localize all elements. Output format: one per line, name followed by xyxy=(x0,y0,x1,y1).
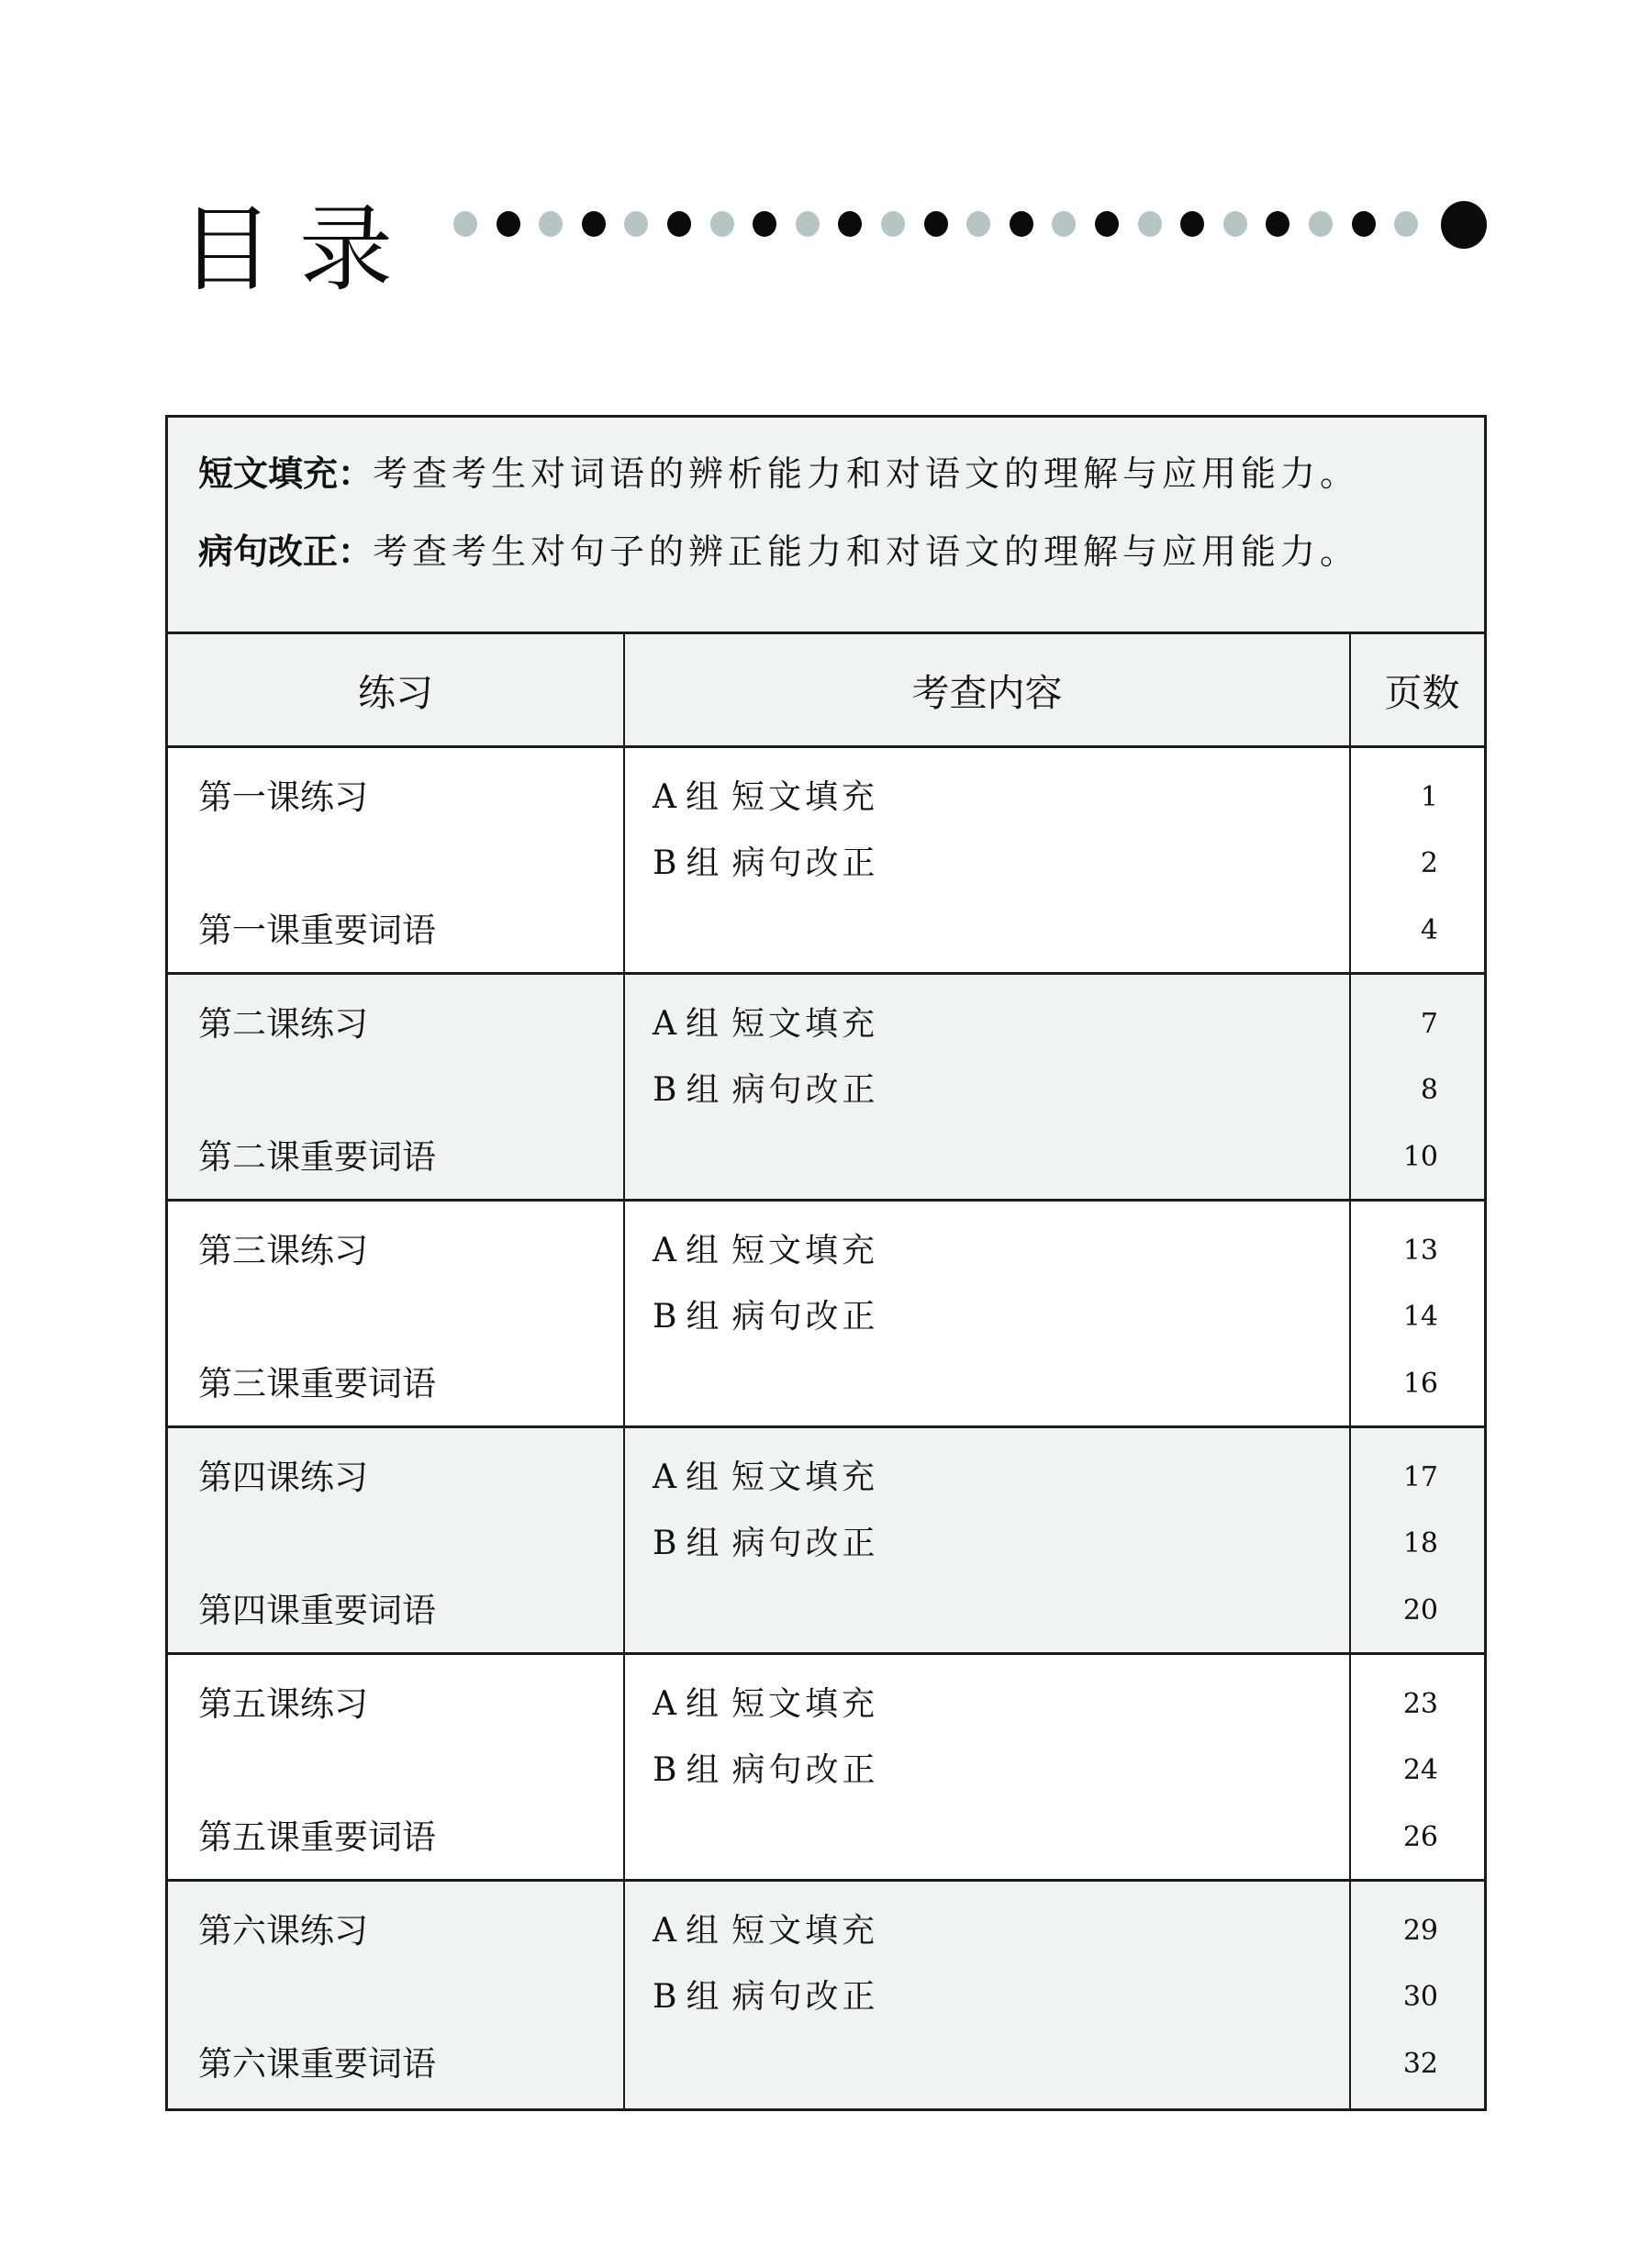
group-topic: 病句改正 xyxy=(731,1298,879,1336)
content-cell xyxy=(625,975,1351,1199)
group-word: 组 xyxy=(686,778,723,816)
decorative-dot-divider xyxy=(0,0,1652,294)
pages-cell xyxy=(1351,748,1484,972)
group-topic: 短文填充 xyxy=(731,1005,879,1043)
black-dot-icon xyxy=(667,211,691,237)
gray-dot-icon xyxy=(796,211,820,237)
page-number: 24 xyxy=(1402,1754,1438,1786)
group-a-item[interactable] xyxy=(653,1231,878,1271)
group-topic: 病句改正 xyxy=(731,844,879,882)
group-letter: A xyxy=(653,1005,680,1043)
group-word: 组 xyxy=(686,1525,723,1562)
black-dot-icon xyxy=(497,211,520,237)
group-a-item[interactable] xyxy=(653,1458,878,1498)
page-number: 32 xyxy=(1402,2048,1438,2080)
group-topic: 短文填充 xyxy=(731,778,879,816)
group-a-item[interactable] xyxy=(653,1004,878,1045)
page-number: 2 xyxy=(1420,847,1438,879)
vocabulary-link[interactable]: 第五课重要词语 xyxy=(198,1817,436,1857)
group-b-item[interactable] xyxy=(653,1750,879,1791)
group-b-item[interactable] xyxy=(653,1977,879,2018)
page-number: 18 xyxy=(1402,1527,1438,1559)
page-number: 17 xyxy=(1402,1461,1438,1493)
exercise-link[interactable]: 第四课练习 xyxy=(198,1458,368,1497)
group-word: 组 xyxy=(686,844,723,882)
gray-dot-icon xyxy=(966,211,990,237)
large-black-dot-icon xyxy=(1441,201,1487,249)
group-a-item[interactable] xyxy=(653,777,878,818)
black-dot-icon xyxy=(1352,211,1376,237)
exercise-link[interactable]: 第五课练习 xyxy=(198,1684,368,1724)
group-topic: 短文填充 xyxy=(731,1459,879,1496)
exercise-link[interactable]: 第一课练习 xyxy=(198,777,368,817)
group-word: 组 xyxy=(686,1912,723,1950)
page-number: 8 xyxy=(1420,1074,1438,1106)
pages-cell xyxy=(1351,1655,1484,1879)
group-b-item[interactable] xyxy=(653,1524,879,1564)
exercise-cell xyxy=(168,1882,625,2108)
page-number: 30 xyxy=(1402,1981,1438,2013)
page-number: 29 xyxy=(1402,1915,1438,1947)
intro-box xyxy=(168,418,1484,634)
group-topic: 短文填充 xyxy=(731,1912,879,1950)
black-dot-icon xyxy=(1010,211,1033,237)
group-letter: A xyxy=(653,1459,680,1496)
group-b-item[interactable] xyxy=(653,844,879,884)
group-a-item[interactable] xyxy=(653,1911,878,1951)
content-cell xyxy=(625,1655,1351,1879)
group-letter: A xyxy=(653,1232,680,1269)
black-dot-icon xyxy=(1095,211,1119,237)
intro-text: 考查考生对句子的辨正能力和对语文的理解与应用能力。 xyxy=(373,531,1360,572)
group-word: 组 xyxy=(686,1232,723,1269)
exercise-link[interactable]: 第六课练习 xyxy=(198,1911,368,1951)
black-dot-icon xyxy=(1180,211,1204,237)
gray-dot-icon xyxy=(881,211,905,237)
group-word: 组 xyxy=(686,1459,723,1496)
group-word: 组 xyxy=(686,1005,723,1043)
exercise-cell xyxy=(168,975,625,1199)
black-dot-icon xyxy=(582,211,606,237)
group-letter: B xyxy=(653,1978,681,2016)
group-topic: 病句改正 xyxy=(731,1978,879,2016)
group-b-item[interactable] xyxy=(653,1070,879,1111)
group-letter: B xyxy=(653,844,681,882)
group-letter: B xyxy=(653,1071,681,1109)
exercise-link[interactable]: 第二课练习 xyxy=(198,1004,368,1044)
group-letter: A xyxy=(653,1912,680,1950)
page-number: 14 xyxy=(1402,1301,1438,1333)
column-header-exercise: 练习 xyxy=(168,634,625,745)
black-dot-icon xyxy=(753,211,776,237)
pages-cell xyxy=(1351,975,1484,1199)
vocabulary-link[interactable]: 第三课重要词语 xyxy=(198,1364,436,1403)
group-letter: A xyxy=(653,1685,680,1723)
table-header-row xyxy=(168,634,1484,748)
content-cell xyxy=(625,748,1351,972)
exercise-link[interactable]: 第三课练习 xyxy=(198,1231,368,1270)
group-word: 组 xyxy=(686,1071,723,1109)
content-cell xyxy=(625,1882,1351,2108)
vocabulary-link[interactable]: 第二课重要词语 xyxy=(198,1137,436,1177)
page-number: 23 xyxy=(1402,1688,1438,1720)
page-number: 7 xyxy=(1420,1008,1438,1040)
group-letter: B xyxy=(653,1298,681,1336)
table-row xyxy=(168,1882,1484,2108)
gray-dot-icon xyxy=(1309,211,1333,237)
group-topic: 病句改正 xyxy=(731,1525,879,1562)
group-b-item[interactable] xyxy=(653,1297,879,1337)
page-title: 目录 xyxy=(180,196,419,306)
pages-cell xyxy=(1351,1882,1484,2108)
group-word: 组 xyxy=(686,1685,723,1723)
group-letter: B xyxy=(653,1525,681,1562)
group-topic: 病句改正 xyxy=(731,1071,879,1109)
group-topic: 病句改正 xyxy=(731,1751,879,1789)
black-dot-icon xyxy=(838,211,862,237)
group-letter: B xyxy=(653,1751,681,1789)
exercise-cell xyxy=(168,748,625,972)
gray-dot-icon xyxy=(624,211,648,237)
column-header-content: 考查内容 xyxy=(625,634,1351,745)
intro-label: 病句改正： xyxy=(198,531,374,572)
pages-cell xyxy=(1351,1202,1484,1425)
table-row xyxy=(168,1655,1484,1882)
vocabulary-link[interactable]: 第一课重要词语 xyxy=(198,911,436,950)
gray-dot-icon xyxy=(710,211,734,237)
gray-dot-icon xyxy=(1223,211,1247,237)
gray-dot-icon xyxy=(539,211,563,237)
pages-cell xyxy=(1351,1428,1484,1652)
intro-label: 短文填充： xyxy=(198,453,374,494)
page-number: 13 xyxy=(1402,1235,1438,1267)
page-number: 10 xyxy=(1402,1141,1438,1173)
gray-dot-icon xyxy=(1052,211,1076,237)
page-number: 1 xyxy=(1420,781,1438,813)
vocabulary-link[interactable]: 第四课重要词语 xyxy=(198,1591,436,1630)
group-word: 组 xyxy=(686,1751,723,1789)
exercise-cell xyxy=(168,1655,625,1879)
group-a-item[interactable] xyxy=(653,1684,878,1725)
page-number: 4 xyxy=(1420,914,1438,946)
group-word: 组 xyxy=(686,1978,723,2016)
exercise-cell xyxy=(168,1202,625,1425)
black-dot-icon xyxy=(924,211,948,237)
page-number: 20 xyxy=(1402,1594,1438,1626)
table-row xyxy=(168,1202,1484,1428)
page-number: 26 xyxy=(1402,1821,1438,1853)
table-row xyxy=(168,748,1484,975)
table-row xyxy=(168,1428,1484,1655)
group-topic: 短文填充 xyxy=(731,1685,879,1723)
intro-line-sentence-correction xyxy=(198,532,1484,571)
group-letter: A xyxy=(653,778,680,816)
content-cell xyxy=(625,1428,1351,1652)
intro-line-fill-in xyxy=(198,454,1484,493)
gray-dot-icon xyxy=(1138,211,1162,237)
vocabulary-link[interactable]: 第六课重要词语 xyxy=(198,2044,436,2084)
table-of-contents xyxy=(165,415,1487,2111)
table-row xyxy=(168,975,1484,1202)
page-number: 16 xyxy=(1402,1368,1438,1400)
group-topic: 短文填充 xyxy=(731,1232,879,1269)
intro-text: 考查考生对词语的辨析能力和对语文的理解与应用能力。 xyxy=(373,453,1360,494)
exercise-cell xyxy=(168,1428,625,1652)
content-cell xyxy=(625,1202,1351,1425)
gray-dot-icon xyxy=(453,211,477,237)
group-word: 组 xyxy=(686,1298,723,1336)
gray-dot-icon xyxy=(1394,211,1418,237)
black-dot-icon xyxy=(1266,211,1289,237)
column-header-pages: 页数 xyxy=(1384,671,1460,715)
